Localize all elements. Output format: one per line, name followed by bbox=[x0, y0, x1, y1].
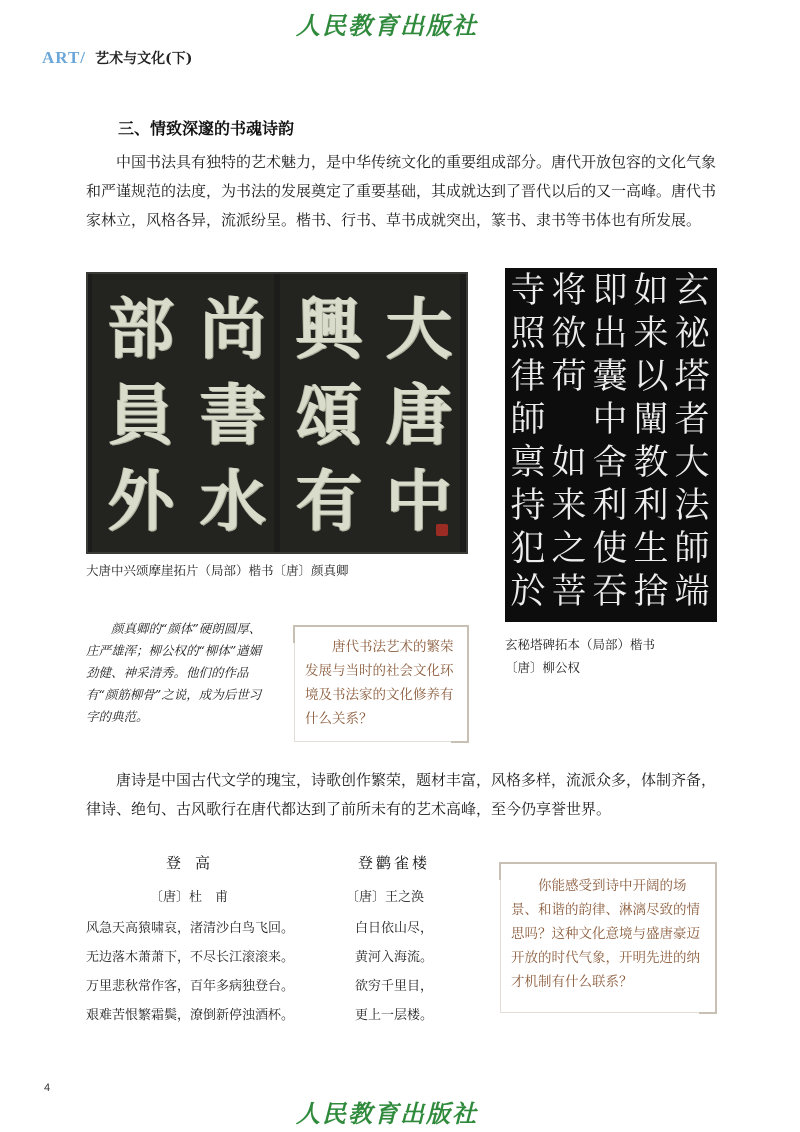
rubbing2-character: 如 bbox=[633, 271, 669, 311]
poem2-line: 欲穷千里目， bbox=[355, 979, 434, 994]
publisher-logo-bottom: 人民教育出版社 bbox=[296, 1099, 478, 1128]
intro-paragraph: 中国书法具有独特的艺术魅力，是中华传统文化的重要组成部分。唐代开放包容的文化气象和严谨规范的法度，为书法的发展奠定了重要基础，其成就达到了晋代以后的又一高峰。唐代书家林立，风格各异，流派纷呈。楷书、行书、草书成就突出，篆书、隶书等书体也有所发展。 bbox=[86, 153, 717, 229]
question-box-2 bbox=[500, 862, 717, 1013]
rubbing2-character: 者 bbox=[674, 400, 710, 440]
publisher-logo-top: 人民教育出版社 bbox=[296, 11, 478, 40]
rubbing1-character: 唐 bbox=[386, 376, 452, 454]
rubbing2-character: 利 bbox=[592, 486, 628, 526]
rubbing2-character: 将 bbox=[551, 271, 587, 311]
rubbing2-character: 犯 bbox=[510, 529, 546, 569]
tang-poetry-paragraph: 唐诗是中国古代文学的瑰宝，诗歌创作繁荣，题材丰富，风格多样，流派众多，体制齐备，律诗、绝句、古风歌行在唐代都达到了前所未有的艺术高峰，至今仍享誉世界。 bbox=[86, 771, 717, 818]
rubbing1-character: 書 bbox=[200, 376, 266, 454]
rubbing2-character: 以 bbox=[633, 357, 669, 397]
rubbing2-character: 於 bbox=[510, 572, 546, 612]
rubbing1-character: 尚 bbox=[200, 290, 266, 368]
poem2-body bbox=[355, 914, 433, 1030]
rubbing2-character: 来 bbox=[633, 314, 669, 354]
question-box-2-corner-left bbox=[499, 862, 501, 880]
rubbing1-character: 有 bbox=[296, 462, 362, 540]
question-box-2-corner-bottom bbox=[699, 1012, 717, 1014]
poem1-line: 无边落木萧萧下，不尽长江滚滚来。 bbox=[86, 950, 295, 965]
rubbing2-character: 法 bbox=[674, 486, 710, 526]
rubbing2-character: 之 bbox=[551, 529, 587, 569]
rubbing1-character: 水 bbox=[200, 462, 266, 540]
rubbing1-character: 員 bbox=[108, 376, 174, 454]
rubbing2-character: 照 bbox=[510, 314, 546, 354]
rubbing1-character: 中 bbox=[386, 462, 452, 540]
poem1-body bbox=[86, 914, 294, 1030]
rubbing2-character: 囊 bbox=[592, 357, 628, 397]
rubbing2-character: 中 bbox=[592, 400, 628, 440]
rubbing2-character: 即 bbox=[592, 271, 628, 311]
figure2-caption-line2: 〔唐〕柳公权 bbox=[505, 660, 581, 675]
rubbing2-character: 欲 bbox=[551, 314, 587, 354]
rubbing2-character: 利 bbox=[633, 486, 669, 526]
rubbing1-character: 頌 bbox=[296, 376, 362, 454]
section-title: 三、情致深邃的书魂诗韵 bbox=[118, 119, 295, 138]
rubbing2-character: 出 bbox=[592, 314, 628, 354]
rubbing2-character: 闡 bbox=[633, 400, 669, 440]
poem1-line: 风急天高猿啸哀，渚清沙白鸟飞回。 bbox=[86, 921, 295, 936]
rubbing2-character: 舍 bbox=[592, 443, 628, 483]
question-box-1-corner-bottom bbox=[451, 741, 469, 743]
liu-gongquan-rubbing-image bbox=[505, 268, 717, 622]
poem1-author: 〔唐〕杜 甫 bbox=[150, 890, 229, 905]
rubbing2-character: 菩 bbox=[551, 572, 587, 612]
question-2-text: 你能感受到诗中开阔的场景、和谐的韵律、淋漓尽致的情思吗？这种文化意境与盛唐豪迈开放的时代气象，开明先进的纳才机制有什么联系？ bbox=[511, 878, 700, 990]
poem2-line: 更上一层楼。 bbox=[355, 1008, 434, 1023]
rubbing1-character: 部 bbox=[108, 290, 174, 368]
poem2-title: 登鹳雀楼 bbox=[358, 854, 431, 872]
poem2-author: 〔唐〕王之涣 bbox=[346, 890, 425, 905]
side-note: 颜真卿的“颜体”硬朗圆厚、庄严雄浑；柳公权的“柳体”遒媚劲健、神采清秀。他们的作品有“颜筋柳骨”之说，成为后世习字的典范。 bbox=[86, 621, 262, 724]
figure1-caption: 大唐中兴颂摩崖拓片（局部）楷书〔唐〕颜真卿 bbox=[86, 563, 349, 578]
rubbing2-character: 律 bbox=[510, 357, 546, 397]
rubbing2-character: 師 bbox=[510, 400, 546, 440]
poem1-title: 登高 bbox=[166, 854, 225, 872]
rubbing2-character: 荷 bbox=[551, 357, 587, 397]
rubbing1-character: 興 bbox=[296, 290, 362, 368]
rubbing2-character: 寺 bbox=[510, 271, 546, 311]
header-art-label: ART/ bbox=[42, 48, 87, 67]
page-number: 4 bbox=[44, 1082, 51, 1094]
rubbing2-character: 生 bbox=[633, 529, 669, 569]
poem1-line: 艰难苦恨繁霜鬓，潦倒新停浊酒杯。 bbox=[86, 1008, 295, 1023]
rubbing2-character: 来 bbox=[551, 486, 587, 526]
poem1-line: 万里悲秋常作客，百年多病独登台。 bbox=[86, 979, 295, 994]
question-box-1-corner-left bbox=[293, 625, 295, 643]
rubbing2-character: 如 bbox=[551, 443, 587, 483]
rubbing2-character: 使 bbox=[592, 529, 628, 569]
poem2-line: 白日依山尽， bbox=[355, 921, 434, 936]
header-book-title: 艺术与文化(下) bbox=[95, 51, 193, 67]
rubbing2-character: 吞 bbox=[592, 572, 628, 612]
figure2-caption-line1: 玄秘塔碑拓本（局部）楷书 bbox=[505, 637, 656, 652]
rubbing2-character: 大 bbox=[674, 443, 710, 483]
question-1-text: 唐代书法艺术的繁荣发展与当时的社会文化环境及书法家的文化修养有什么关系？ bbox=[305, 639, 454, 727]
rubbing2-character: 持 bbox=[510, 486, 546, 526]
rubbing2-character: 禀 bbox=[510, 443, 546, 483]
rubbing2-character: 捨 bbox=[633, 572, 669, 612]
rubbing2-character: 師 bbox=[674, 529, 710, 569]
rubbing2-character: 塔 bbox=[674, 357, 710, 397]
rubbing2-character: 端 bbox=[674, 572, 710, 612]
rubbing2-character: 祕 bbox=[674, 314, 710, 354]
page-header bbox=[42, 48, 192, 68]
rubbing1-character: 大 bbox=[386, 290, 452, 368]
poem2-line: 黄河入海流。 bbox=[355, 950, 434, 965]
rubbing2-character: 教 bbox=[633, 443, 669, 483]
rubbing1-character: 外 bbox=[108, 462, 174, 540]
yan-zhenqing-rubbing-image bbox=[86, 272, 468, 554]
question-box-1 bbox=[294, 625, 469, 742]
rubbing2-character: 玄 bbox=[674, 271, 710, 311]
